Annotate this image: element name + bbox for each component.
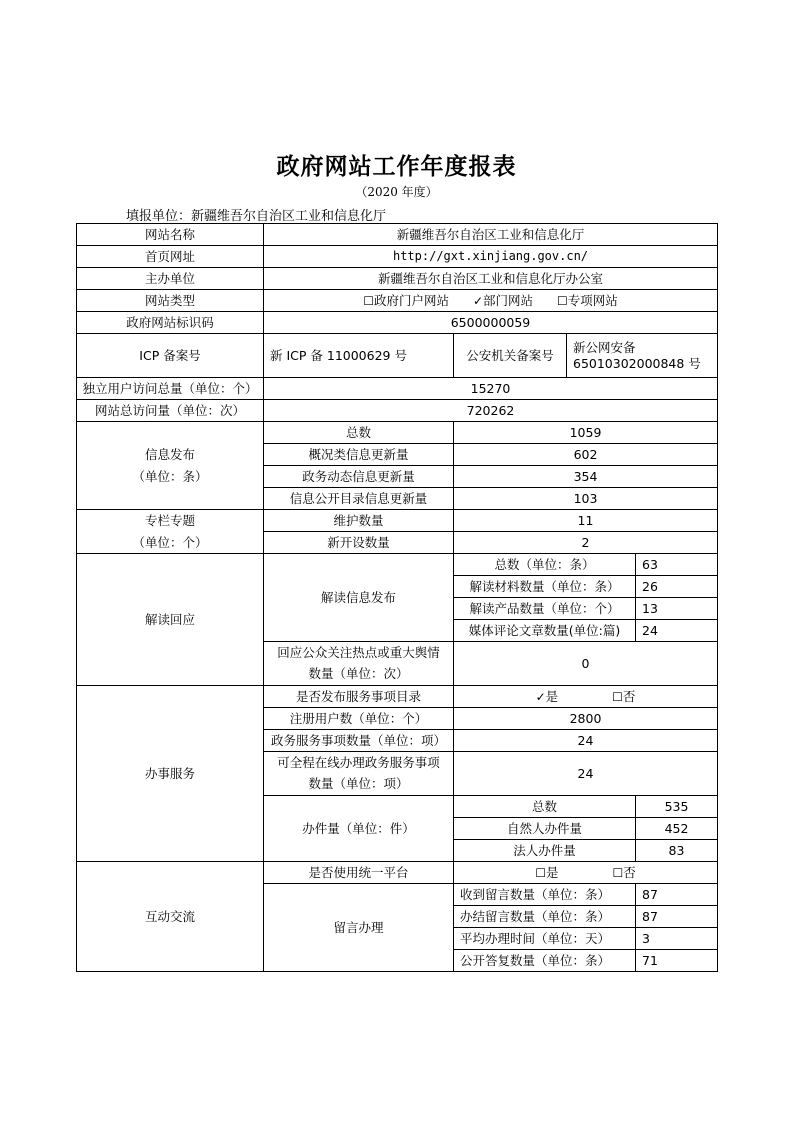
- checkbox-empty-icon: ☐: [612, 865, 624, 880]
- interpret-item-value: 26: [636, 576, 718, 598]
- site-type-option-department: [473, 293, 533, 309]
- checkbox-empty-icon: ☐: [557, 293, 568, 308]
- site-id-label: 政府网站标识码: [77, 312, 264, 334]
- info-item-name: 总数: [264, 422, 454, 444]
- icp-label: ICP 备案号: [77, 334, 264, 378]
- online-label: [264, 752, 454, 796]
- police-value: [567, 334, 718, 378]
- volume-item-name: 总数: [454, 796, 636, 818]
- checkmark-icon: ✓: [472, 293, 484, 308]
- catalog-option-yes: [536, 689, 559, 705]
- police-label: 公安机关备案号: [454, 334, 567, 378]
- volume-item-name: 自然人办件量: [454, 818, 636, 840]
- volume-item-value: 83: [636, 840, 718, 862]
- online-label-line2: 数量（单位：项）: [308, 776, 409, 791]
- option-label: 否: [623, 864, 636, 880]
- message-item-value: 3: [636, 928, 718, 950]
- option-label: 专项网站: [567, 292, 618, 308]
- message-item-value: 87: [636, 884, 718, 906]
- info-item-value: 1059: [454, 422, 718, 444]
- police-value-line1: 新公网安备: [573, 339, 636, 355]
- volume-item-value: 452: [636, 818, 718, 840]
- option-label: 部门网站: [483, 292, 534, 308]
- interpret-item-value: 13: [636, 598, 718, 620]
- column-label: [77, 510, 264, 554]
- info-item-value: 103: [454, 488, 718, 510]
- info-label-line1: 信息发布: [144, 446, 195, 462]
- column-item-value: 2: [454, 532, 718, 554]
- column-label-line2: （单位：个）: [132, 534, 208, 550]
- site-type-option-portal: [363, 293, 449, 309]
- option-label: 否: [622, 688, 636, 704]
- info-item-name: 政务动态信息更新量: [264, 466, 454, 488]
- volume-item-name: 法人办件量: [454, 840, 636, 862]
- message-label: 留言办理: [264, 884, 454, 972]
- volume-item-value: 535: [636, 796, 718, 818]
- checkbox-empty-icon: ☐: [363, 293, 374, 308]
- service-label: 办事服务: [77, 686, 264, 862]
- report-year: （2020 年度）: [355, 185, 438, 199]
- volume-label: 办件量（单位：件）: [264, 796, 454, 862]
- catalog-option-no: [612, 689, 635, 705]
- option-label: 是: [545, 688, 559, 704]
- checkbox-empty-icon: ☐: [612, 689, 623, 704]
- response-value: 0: [454, 642, 718, 686]
- interact-label: 互动交流: [77, 862, 264, 972]
- info-item-name: 概况类信息更新量: [264, 444, 454, 466]
- checkmark-icon: ✓: [535, 689, 546, 704]
- response-label-line1: 回应公众关注热点或重大舆情: [277, 645, 440, 661]
- response-label-line2: 数量（单位：次）: [308, 666, 409, 681]
- service-items-value: 24: [454, 730, 718, 752]
- site-type-label: 网站类型: [77, 290, 264, 312]
- info-item-value: 354: [454, 466, 718, 488]
- message-item-name: 公开答复数量（单位：条）: [454, 950, 636, 972]
- info-label: [77, 422, 264, 510]
- message-item-name: 收到留言数量（单位：条）: [454, 884, 636, 906]
- catalog-label: 是否发布服务事项目录: [264, 686, 454, 708]
- pv-value: 720262: [264, 400, 718, 422]
- info-item-value: 602: [454, 444, 718, 466]
- message-item-value: 71: [636, 950, 718, 972]
- interpret-item-name: 解读材料数量（单位：条）: [454, 576, 636, 598]
- users-value: 2800: [454, 708, 718, 730]
- option-label: 政府门户网站: [373, 292, 449, 308]
- column-item-name: 新开设数量: [264, 532, 454, 554]
- platform-option-yes: [535, 865, 558, 881]
- online-label-line1: 可全程在线办理政务服务事项: [277, 755, 440, 771]
- site-type-options: [264, 290, 718, 312]
- site-type-option-special: [557, 293, 618, 309]
- report-table: [76, 223, 718, 972]
- site-name-label: 网站名称: [77, 224, 264, 246]
- homepage-label: 首页网址: [77, 246, 264, 268]
- interpret-item-value: 24: [636, 620, 718, 642]
- site-id-value: 6500000059: [264, 312, 718, 334]
- interpret-label: 解读回应: [77, 554, 264, 686]
- filler-unit: 填报单位：新疆维吾尔自治区工业和信息化厅: [126, 209, 387, 224]
- online-value: 24: [454, 752, 718, 796]
- column-label-line1: 专栏专题: [144, 512, 195, 528]
- homepage-value: http://gxt.xinjiang.gov.cn/: [264, 246, 718, 268]
- platform-option-no: [613, 865, 636, 881]
- checkbox-empty-icon: ☐: [535, 865, 546, 880]
- interpret-sub-label: 解读信息发布: [264, 554, 454, 642]
- catalog-options: [454, 686, 718, 708]
- option-label: 是: [546, 864, 559, 880]
- info-label-line2: （单位：条）: [132, 468, 208, 484]
- info-item-name: 信息公开目录信息更新量: [264, 488, 454, 510]
- platform-options: [454, 862, 718, 884]
- sponsor-value: 新疆维吾尔自治区工业和信息化厅办公室: [264, 268, 718, 290]
- uv-label: 独立用户访问总量（单位：个）: [77, 378, 264, 400]
- site-name-value: 新疆维吾尔自治区工业和信息化厅: [264, 224, 718, 246]
- interpret-item-name: 解读产品数量（单位：个）: [454, 598, 636, 620]
- sponsor-label: 主办单位: [77, 268, 264, 290]
- message-item-name: 平均办理时间（单位：天）: [454, 928, 636, 950]
- column-item-value: 11: [454, 510, 718, 532]
- police-value-line2: 65010302000848 号: [573, 355, 701, 371]
- interpret-item-value: 63: [636, 554, 718, 576]
- interpret-item-name: 总数（单位：条）: [454, 554, 636, 576]
- users-label: 注册用户数（单位：个）: [264, 708, 454, 730]
- icp-value: 新 ICP 备 11000629 号: [264, 334, 454, 378]
- pv-label: 网站总访问量（单位：次）: [77, 400, 264, 422]
- column-item-name: 维护数量: [264, 510, 454, 532]
- message-item-name: 办结留言数量（单位：条）: [454, 906, 636, 928]
- uv-value: 15270: [264, 378, 718, 400]
- interpret-item-name: 媒体评论文章数量(单位:篇): [454, 620, 636, 642]
- platform-label: 是否使用统一平台: [264, 862, 454, 884]
- response-label: [264, 642, 454, 686]
- service-items-label: 政务服务事项数量（单位：项）: [264, 730, 454, 752]
- message-item-value: 87: [636, 906, 718, 928]
- page-title: 政府网站工作年度报表: [276, 154, 517, 180]
